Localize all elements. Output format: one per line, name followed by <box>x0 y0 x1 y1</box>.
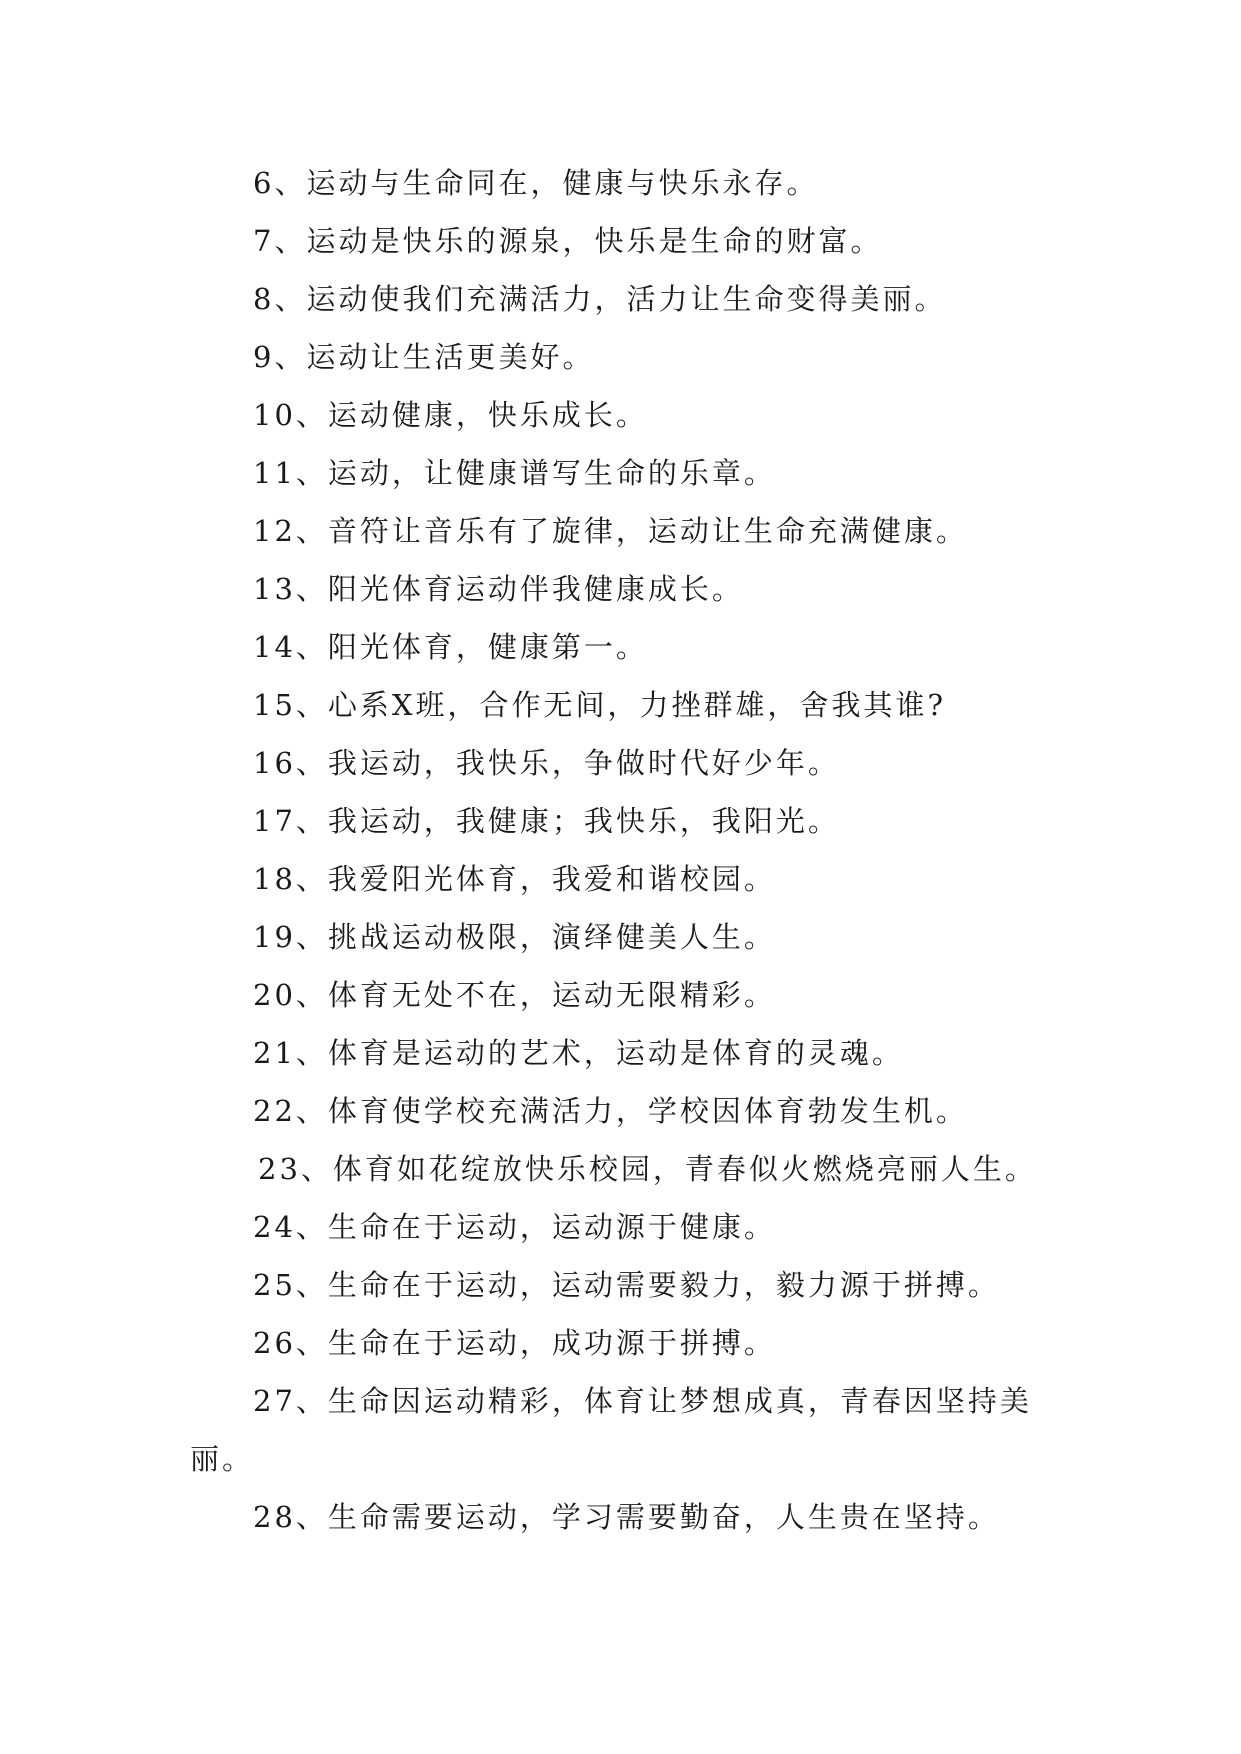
slogan-line-17: 17、我运动，我健康；我快乐，我阳光。 <box>253 804 840 838</box>
slogan-line-26: 26、生命在于运动，成功源于拼搏。 <box>253 1326 776 1360</box>
slogan-line-16: 16、我运动，我快乐，争做时代好少年。 <box>253 746 840 780</box>
slogan-line-28: 28、生命需要运动，学习需要勤奋，人生贵在坚持。 <box>253 1500 1000 1534</box>
slogan-line-14: 14、阳光体育，健康第一。 <box>253 630 648 664</box>
slogan-line-27: 27、生命因运动精彩，体育让梦想成真，青春因坚持美丽。 <box>190 1384 1032 1476</box>
slogan-line-10: 10、运动健康，快乐成长。 <box>253 398 648 432</box>
slogan-line-15: 15、心系X班，合作无间，力挫群雄，舍我其谁? <box>253 688 947 722</box>
slogan-line-7: 7、运动是快乐的源泉，快乐是生命的财富。 <box>253 224 883 258</box>
slogan-line-9: 9、运动让生活更美好。 <box>253 340 595 374</box>
slogan-list <box>190 154 1070 1546</box>
slogan-line-8: 8、运动使我们充满活力，活力让生命变得美丽。 <box>253 282 947 316</box>
slogan-line-11: 11、运动，让健康谱写生命的乐章。 <box>253 456 776 490</box>
slogan-line-21: 21、体育是运动的艺术，运动是体育的灵魂。 <box>253 1036 904 1070</box>
slogan-line-13: 13、阳光体育运动伴我健康成长。 <box>253 572 744 606</box>
slogan-line-20: 20、体育无处不在，运动无限精彩。 <box>253 978 776 1012</box>
slogan-line-22: 22、体育使学校充满活力，学校因体育勃发生机。 <box>253 1094 968 1128</box>
slogan-line-18: 18、我爱阳光体育，我爱和谐校园。 <box>253 862 776 896</box>
slogan-line-24: 24、生命在于运动，运动源于健康。 <box>253 1210 776 1244</box>
slogan-line-23: 23、体育如花绽放快乐校园，青春似火燃烧亮丽人生。 <box>258 1152 1037 1186</box>
slogan-line-25: 25、生命在于运动，运动需要毅力，毅力源于拼搏。 <box>253 1268 1000 1302</box>
slogan-line-12: 12、音符让音乐有了旋律，运动让生命充满健康。 <box>253 514 968 548</box>
slogan-line-19: 19、挑战运动极限，演绎健美人生。 <box>253 920 776 954</box>
slogan-line-6: 6、运动与生命同在，健康与快乐永存。 <box>253 166 819 200</box>
